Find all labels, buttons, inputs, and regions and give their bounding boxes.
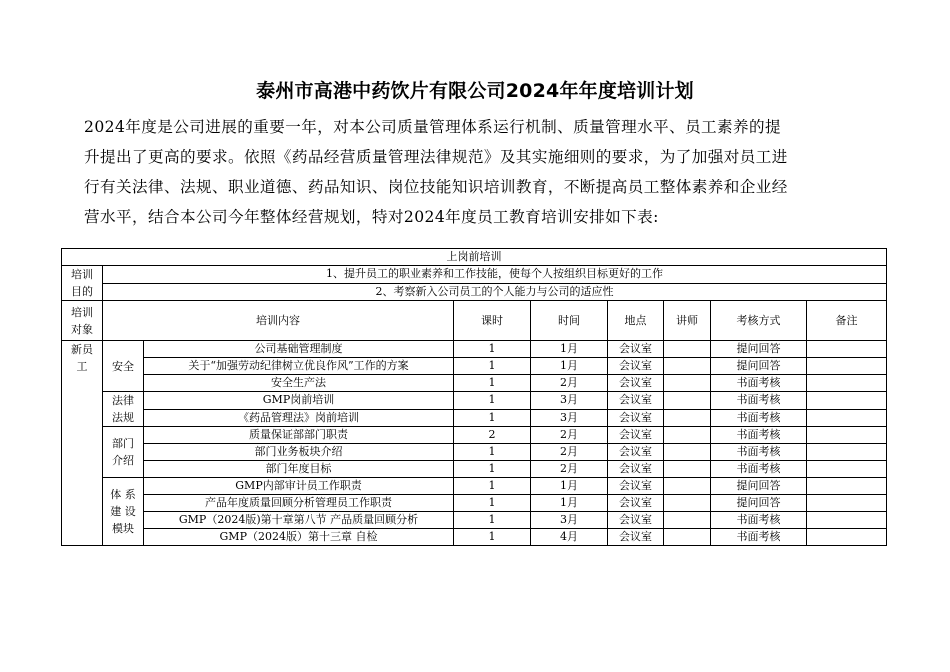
- header-lecturer: 讲师: [664, 301, 711, 341]
- cell-remarks: [807, 341, 887, 358]
- table-row: [62, 495, 887, 512]
- header-location: 地点: [608, 301, 664, 341]
- cell-location: 会议室: [608, 512, 664, 529]
- cell-lecturer: [664, 495, 711, 512]
- table-row: [62, 444, 887, 461]
- cell-lecturer: [664, 444, 711, 461]
- cell-hours: 1: [454, 392, 531, 410]
- cell-lecturer: [664, 409, 711, 427]
- cell-assessment: 提问回答: [711, 495, 807, 512]
- cell-time: 2月: [531, 427, 608, 444]
- header-hours: 课时: [454, 301, 531, 341]
- intro-paragraph: [84, 112, 884, 232]
- group-name-cell: [103, 341, 144, 392]
- cell-time: 2月: [531, 444, 608, 461]
- table-row: [62, 529, 887, 546]
- cell-content: 部门年度目标: [144, 461, 454, 478]
- intro-line: 升提出了更高的要求。依照《药品经营质量管理法律规范》及其实施细则的要求，为了加强对员工进: [84, 148, 788, 166]
- cell-content: 《药品管理法》岗前培训: [144, 409, 454, 427]
- cell-location: 会议室: [608, 461, 664, 478]
- cell-hours: 1: [454, 529, 531, 546]
- target-label-cell: [62, 301, 103, 341]
- cell-content: GMP岗前培训: [144, 392, 454, 410]
- cell-content: GMP（2024版)第十章第八节 产品质量回顾分析: [144, 512, 454, 529]
- cell-remarks: [807, 512, 887, 529]
- cell-location: 会议室: [608, 358, 664, 375]
- table-row: [62, 341, 887, 358]
- cell-lecturer: [664, 358, 711, 375]
- cell-lecturer: [664, 529, 711, 546]
- cell-remarks: [807, 495, 887, 512]
- group-name-line: 介绍: [112, 454, 134, 467]
- group-name-line: 模块: [112, 522, 134, 535]
- cell-lecturer: [664, 512, 711, 529]
- cell-content: 安全生产法: [144, 375, 454, 392]
- purpose-label-line: 目的: [71, 285, 93, 298]
- cell-hours: 1: [454, 512, 531, 529]
- header-remarks: 备注: [807, 301, 887, 341]
- target-line: 工: [76, 360, 88, 373]
- target-label-line: 培训: [71, 305, 93, 319]
- training-plan-table: [61, 248, 887, 546]
- cell-content: 质量保证部部门职责: [144, 427, 454, 444]
- intro-line: 营水平，结合本公司今年整体经营规划，特对2024年度员工教育培训安排如下表:: [84, 208, 659, 226]
- cell-assessment: 书面考核: [711, 461, 807, 478]
- cell-location: 会议室: [608, 427, 664, 444]
- purpose-cell: 2、考察新入公司员工的个人能力与公司的适应性: [103, 283, 887, 301]
- cell-location: 会议室: [608, 375, 664, 392]
- group-name-line: 法律: [112, 394, 134, 407]
- cell-location: 会议室: [608, 392, 664, 410]
- cell-assessment: 提问回答: [711, 478, 807, 495]
- cell-time: 1月: [531, 478, 608, 495]
- cell-remarks: [807, 478, 887, 495]
- cell-hours: 1: [454, 409, 531, 427]
- cell-content: GMP（2024版）第十三章 自检: [144, 529, 454, 546]
- cell-remarks: [807, 375, 887, 392]
- cell-hours: 1: [454, 461, 531, 478]
- cell-assessment: 书面考核: [711, 444, 807, 461]
- cell-lecturer: [664, 461, 711, 478]
- section-title-cell: 上岗前培训: [62, 249, 887, 266]
- document-title: 泰州市高港中药饮片有限公司2024年年度培训计划: [256, 80, 694, 102]
- cell-hours: 1: [454, 341, 531, 358]
- target-line: 新员: [71, 343, 93, 356]
- cell-time: 1月: [531, 358, 608, 375]
- cell-location: 会议室: [608, 478, 664, 495]
- cell-lecturer: [664, 341, 711, 358]
- cell-time: 1月: [531, 495, 608, 512]
- cell-remarks: [807, 392, 887, 410]
- cell-assessment: 书面考核: [711, 409, 807, 427]
- cell-lecturer: [664, 478, 711, 495]
- cell-remarks: [807, 529, 887, 546]
- cell-hours: 1: [454, 375, 531, 392]
- group-name-line: 体 系: [110, 488, 136, 501]
- cell-time: 3月: [531, 392, 608, 410]
- cell-content: 公司基础管理制度: [144, 341, 454, 358]
- group-name-cell: [103, 392, 144, 427]
- group-name-cell: [103, 427, 144, 478]
- table-row: [62, 427, 887, 444]
- cell-time: 1月: [531, 341, 608, 358]
- cell-content: 关于“加强劳动纪律树立优良作风”工作的方案: [144, 358, 454, 375]
- table-row: [62, 512, 887, 529]
- purpose-cell: 1、提升员工的职业素养和工作技能，使每个人按组织目标更好的工作: [103, 266, 887, 284]
- cell-lecturer: [664, 427, 711, 444]
- table-row: [62, 358, 887, 375]
- cell-assessment: 书面考核: [711, 529, 807, 546]
- cell-remarks: [807, 461, 887, 478]
- cell-time: 2月: [531, 461, 608, 478]
- cell-remarks: [807, 427, 887, 444]
- intro-line: 2024年度是公司进展的重要一年，对本公司质量管理体系运行机制、质量管理水平、员工素养的提: [84, 118, 782, 136]
- cell-hours: 1: [454, 478, 531, 495]
- cell-assessment: 提问回答: [711, 358, 807, 375]
- cell-location: 会议室: [608, 495, 664, 512]
- target-label-line: 对象: [71, 322, 93, 336]
- cell-hours: 2: [454, 427, 531, 444]
- intro-line: 行有关法律、法规、职业道德、药品知识、岗位技能知识培训教育，不断提高员工整体素养和企业经: [84, 178, 788, 196]
- cell-content: 部门业务板块介绍: [144, 444, 454, 461]
- cell-content: 产品年度质量回顾分析管理员工作职责: [144, 495, 454, 512]
- cell-lecturer: [664, 392, 711, 410]
- cell-location: 会议室: [608, 341, 664, 358]
- table-row: [62, 461, 887, 478]
- cell-lecturer: [664, 375, 711, 392]
- cell-remarks: [807, 409, 887, 427]
- cell-time: 3月: [531, 409, 608, 427]
- cell-location: 会议室: [608, 409, 664, 427]
- table-row: [62, 409, 887, 427]
- purpose-label-line: 培训: [71, 268, 93, 281]
- cell-location: 会议室: [608, 444, 664, 461]
- cell-content: GMP内部审计员工作职责: [144, 478, 454, 495]
- header-assessment: 考核方式: [711, 301, 807, 341]
- cell-hours: 1: [454, 358, 531, 375]
- table-header-row: [62, 301, 887, 341]
- cell-assessment: 书面考核: [711, 427, 807, 444]
- cell-remarks: [807, 444, 887, 461]
- cell-assessment: 书面考核: [711, 375, 807, 392]
- group-name-cell: [103, 478, 144, 546]
- cell-assessment: 书面考核: [711, 392, 807, 410]
- group-name-line: 建 设: [110, 505, 136, 518]
- cell-hours: 1: [454, 444, 531, 461]
- table-row: [62, 478, 887, 495]
- group-name-line: 法规: [112, 411, 134, 424]
- cell-time: 4月: [531, 529, 608, 546]
- group-name-line: 部门: [112, 437, 134, 450]
- header-content: 培训内容: [103, 301, 454, 341]
- purpose-label-cell: [62, 266, 103, 301]
- table-row: [62, 392, 887, 410]
- cell-time: 2月: [531, 375, 608, 392]
- header-time: 时间: [531, 301, 608, 341]
- table-row: [62, 375, 887, 392]
- target-cell: [62, 341, 103, 546]
- cell-hours: 1: [454, 495, 531, 512]
- cell-assessment: 提问回答: [711, 341, 807, 358]
- cell-time: 3月: [531, 512, 608, 529]
- group-name-line: 安全: [112, 359, 134, 373]
- cell-location: 会议室: [608, 529, 664, 546]
- cell-assessment: 书面考核: [711, 512, 807, 529]
- cell-remarks: [807, 358, 887, 375]
